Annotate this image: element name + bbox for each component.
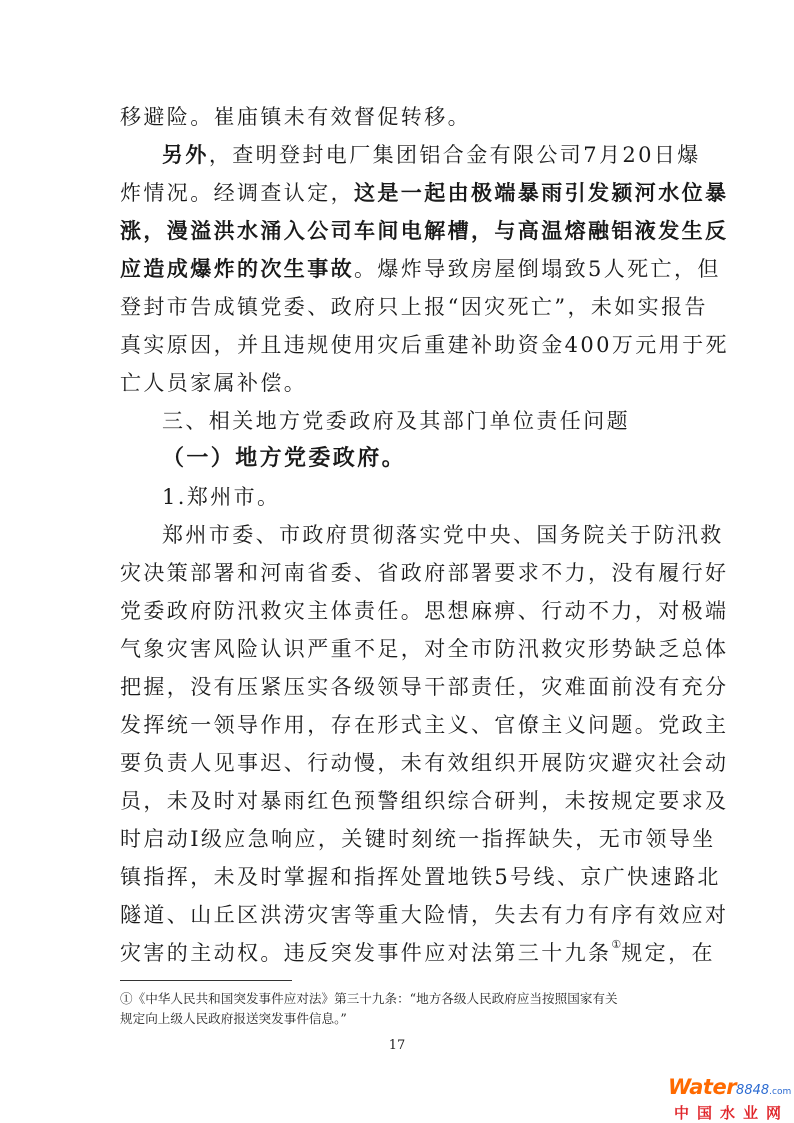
logo-wordmark (668, 1075, 791, 1099)
subsection-heading: （一）地方党委政府。 (162, 446, 407, 471)
paragraph-line: 把握，没有压紧压实各级领导干部责任，灾难面前没有充分 (120, 675, 729, 699)
section-heading: 三、相关地方党委政府及其部门单位责任问题 (162, 409, 630, 433)
logo-chinese-name: 中国水业网 (674, 1104, 790, 1122)
footnote-marker[interactable]: ① (611, 938, 622, 951)
plain-text: 规定，在 (621, 941, 715, 965)
body-line-8: 亡人员家属补偿。 (120, 371, 308, 395)
paragraph-line: 郑州市委、市政府贯彻落实党中央、国务院关于防汛救 (162, 523, 724, 547)
plain-text: 炸情况。经调查认定， (120, 181, 354, 205)
logo-number: 8848 (736, 1083, 770, 1098)
paragraph-line: 发挥统一领导作用，存在形式主义、官僚主义问题。党政主 (120, 713, 729, 737)
footnote-line-1: ①《中华人民共和国突发事件应对法》第三十九条：“地方各级人民政府应当按照国家有关 (120, 991, 618, 1006)
body-line-5 (120, 254, 721, 284)
plain-text: 。爆炸导致房屋倒塌致5人死亡，但 (354, 257, 721, 281)
paragraph-line: 员，未及时对暴雨红色预警组织综合研判，未按规定要求及 (120, 789, 729, 813)
paragraph-line: 镇指挥，未及时掌握和指挥处置地铁5号线、京广快速路北 (120, 865, 721, 889)
emphasis-text: 应造成爆炸的次生事故 (120, 257, 354, 281)
paragraph-line: 隧道、山丘区洪涝灾害等重大险情，失去有力有序有效应对 (120, 903, 729, 927)
body-line-1: 移避险。崔庙镇未有效督促转移。 (120, 105, 471, 129)
paragraph-line: 要负责人见事迟、行动慢，未有效组织开展防灾避灾社会动 (120, 751, 729, 775)
paragraph-line (120, 938, 715, 968)
body-line-2 (162, 140, 701, 170)
paragraph-line: 党委政府防汛救灾主体责任。思想麻痹、行动不力，对极端 (120, 599, 729, 623)
paragraph-line: 灾决策部署和河南省委、省政府部署要求不力，没有履行好 (120, 561, 729, 585)
plain-text: ，查明登封电厂集团铝合金有限公司7月20日爆 (208, 143, 701, 167)
body-line-3 (120, 178, 728, 208)
paragraph-line: 气象灾害风险认识严重不足，对全市防汛救灾形势缺乏总体 (120, 637, 729, 661)
body-line-7: 真实原因，并且违规使用灾后重建补助资金400万元用于死 (120, 333, 729, 357)
water8848-logo[interactable] (668, 1075, 794, 1123)
plain-text: 灾害的主动权。违反突发事件应对法第三十九条 (120, 941, 612, 965)
footnote-divider (120, 980, 292, 981)
logo-domain: .com (769, 1087, 792, 1097)
item-heading: 1.郑州市。 (162, 485, 281, 509)
body-line-4: 涨，漫溢洪水涌入公司车间电解槽，与高温熔融铝液发生反 (120, 219, 729, 243)
emphasis-text: 另外 (162, 143, 209, 167)
body-line-6: 登封市告成镇党委、政府只上报“因灾死亡”，未如实报告 (120, 295, 708, 319)
page-number: 17 (388, 1038, 406, 1053)
logo-brand: Water (668, 1075, 737, 1099)
emphasis-text: 这是一起由极端暴雨引发颍河水位暴 (354, 181, 729, 205)
footnote-line-2: 规定向上级人民政府报送突发事件信息。” (120, 1011, 347, 1026)
paragraph-line: 时启动Ⅰ级应急响应，关键时刻统一指挥缺失，无市领导坐 (120, 827, 716, 851)
